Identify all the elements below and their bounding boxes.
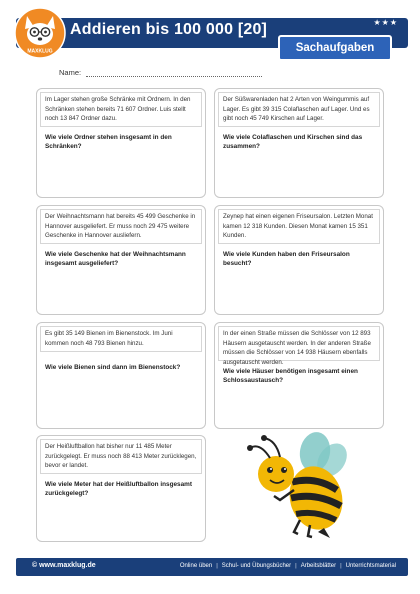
task-question: Wie viele Kunden haben den Friseursalon besucht? — [223, 251, 350, 268]
footer-link-online[interactable]: Online üben — [179, 563, 213, 569]
task-question: Wie viele Bienen sind dann im Bienenstock? — [45, 364, 181, 371]
task-story: Der Weihnachtsmann hat bereits 45 499 Geschenke in Hannover ausgeliefert. Er muss noch 29 475 weitere Geschenke in Hannover ausliefern. — [40, 209, 202, 244]
footer-link-material[interactable]: Unterrichtsmaterial — [345, 563, 396, 569]
footer-links — [180, 563, 396, 569]
task-card-5 — [36, 322, 206, 429]
footer-link-books[interactable]: Schul- und Übungsbücher — [221, 563, 292, 569]
difficulty-stars: ★★★ — [373, 18, 398, 27]
footer-separator: | — [340, 563, 342, 569]
task-story: In der einen Straße müssen die Schlösser von 12 893 Häusern ausgetauscht werden. In der anderen Straße müssen die Schlösser von 14 938 Häusern ebenfalls ausgetauscht werden. — [218, 326, 380, 361]
task-question: Wie viele Geschenke hat der Weihnachtsmann insgesamt ausgeliefert? — [45, 251, 186, 268]
task-story: Der Heißluftballon hat bisher nur 11 485 Meter zurückgelegt. Er muss noch 88 413 Meter zurücklegen, bevor er landet. — [40, 439, 202, 474]
task-card-4 — [214, 205, 384, 315]
task-card-3 — [36, 205, 206, 315]
task-question: Wie viele Ordner stehen insgesamt in den Schränken? — [45, 134, 172, 151]
footer-bar — [16, 558, 408, 576]
task-card-2 — [214, 88, 384, 198]
footer-link-worksheets[interactable]: Arbeitsblätter — [300, 563, 337, 569]
task-card-1 — [36, 88, 206, 198]
svg-text:MAXKLUG: MAXKLUG — [27, 48, 53, 55]
task-card-7 — [36, 435, 206, 542]
task-question: Wie viele Meter hat der Heißluftballon insgesamt zurückgelegt? — [45, 481, 192, 498]
task-story: Zeynep hat einen eigenen Friseursalon. Letzten Monat kamen 12 318 Kunden. Diesen Monat kamen 15 351 Kunden. — [218, 209, 380, 244]
topic-badge: Sachaufgaben — [278, 35, 392, 61]
name-line — [86, 76, 262, 77]
task-story: Es gibt 35 149 Bienen im Bienenstock. Im Juni kommen noch 48 793 Bienen hinzu. — [40, 326, 202, 352]
name-label: Name: — [59, 68, 82, 77]
footer-separator: | — [295, 563, 297, 569]
page-title: Addieren bis 100 000 [20] — [70, 21, 268, 38]
bee-illustration-icon — [240, 430, 360, 540]
maxklug-logo-icon — [14, 7, 66, 59]
footer-separator: | — [216, 563, 218, 569]
task-story: Im Lager stehen große Schränke mit Ordnern. In den Schränken stehen bereits 71 607 Ordner. Luis stellt noch 13 847 Ordner dazu. — [40, 92, 202, 127]
task-question: Wie viele Colaflaschen und Kirschen sind das zusammen? — [223, 134, 363, 151]
task-card-6 — [214, 322, 384, 429]
task-story: Der Süßwarenladen hat 2 Arten von Weingummis auf Lager. Es gibt 39 315 Colaflaschen auf Lager. Und es gibt noch 45 749 Kirschen auf Lager. — [218, 92, 380, 127]
task-question: Wie viele Häuser benötigen insgesamt einen Schlossaustausch? — [223, 368, 358, 385]
footer-brand[interactable]: © www.maxklug.de — [32, 562, 96, 569]
